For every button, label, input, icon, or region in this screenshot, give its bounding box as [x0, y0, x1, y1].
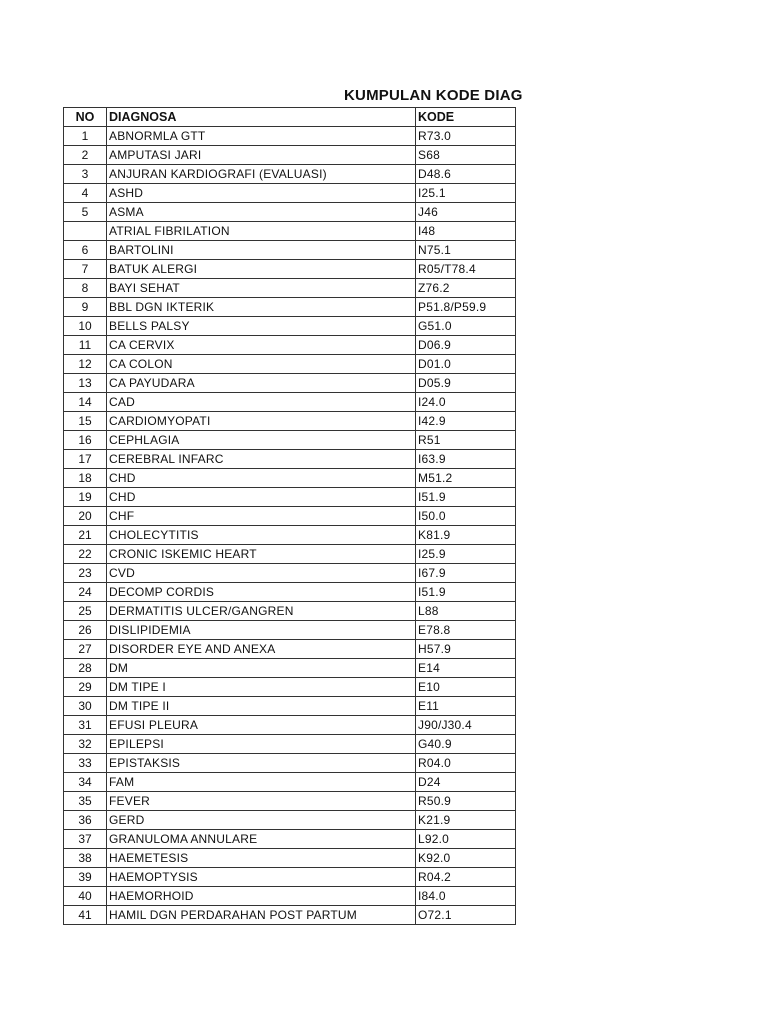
- table-row: [64, 659, 516, 678]
- cell-diagnosa: CARDIOMYOPATI: [107, 412, 416, 431]
- cell-no: 23: [64, 564, 107, 583]
- cell-diagnosa: DM TIPE I: [107, 678, 416, 697]
- table-row: [64, 279, 516, 298]
- cell-kode: E10: [416, 678, 516, 697]
- cell-kode: R73.0: [416, 127, 516, 146]
- cell-kode: I51.9: [416, 583, 516, 602]
- cell-kode: P51.8/P59.9: [416, 298, 516, 317]
- diagnosis-code-table: [63, 107, 516, 925]
- table-row: [64, 849, 516, 868]
- table-row: [64, 773, 516, 792]
- cell-kode: E11: [416, 697, 516, 716]
- cell-kode: E78.8: [416, 621, 516, 640]
- cell-no: 36: [64, 811, 107, 830]
- table-row: [64, 564, 516, 583]
- cell-no: 1: [64, 127, 107, 146]
- cell-no: 17: [64, 450, 107, 469]
- cell-no: 34: [64, 773, 107, 792]
- cell-kode: R05/T78.4: [416, 260, 516, 279]
- table-row: [64, 184, 516, 203]
- column-header-kode: KODE: [416, 108, 516, 127]
- cell-diagnosa: CA CERVIX: [107, 336, 416, 355]
- cell-kode: D48.6: [416, 165, 516, 184]
- table-row: [64, 317, 516, 336]
- cell-diagnosa: CHF: [107, 507, 416, 526]
- table-row: [64, 488, 516, 507]
- cell-diagnosa: ABNORMLA GTT: [107, 127, 416, 146]
- cell-no: 35: [64, 792, 107, 811]
- cell-kode: D01.0: [416, 355, 516, 374]
- table-row: [64, 431, 516, 450]
- table-row: [64, 887, 516, 906]
- cell-kode: I48: [416, 222, 516, 241]
- cell-kode: I50.0: [416, 507, 516, 526]
- cell-diagnosa: AMPUTASI JARI: [107, 146, 416, 165]
- cell-kode: K81.9: [416, 526, 516, 545]
- cell-kode: D24: [416, 773, 516, 792]
- cell-diagnosa: HAEMOPTYSIS: [107, 868, 416, 887]
- table-row: [64, 678, 516, 697]
- cell-no: 31: [64, 716, 107, 735]
- cell-no: 38: [64, 849, 107, 868]
- cell-kode: L92.0: [416, 830, 516, 849]
- cell-kode: G40.9: [416, 735, 516, 754]
- table-row: [64, 792, 516, 811]
- cell-diagnosa: DM TIPE II: [107, 697, 416, 716]
- cell-kode: R04.0: [416, 754, 516, 773]
- cell-kode: R51: [416, 431, 516, 450]
- column-header-no: NO: [64, 108, 107, 127]
- cell-no: 13: [64, 374, 107, 393]
- cell-kode: L88: [416, 602, 516, 621]
- cell-kode: I25.9: [416, 545, 516, 564]
- cell-no: 33: [64, 754, 107, 773]
- cell-diagnosa: CAD: [107, 393, 416, 412]
- cell-no: 7: [64, 260, 107, 279]
- cell-kode: K21.9: [416, 811, 516, 830]
- cell-diagnosa: EFUSI PLEURA: [107, 716, 416, 735]
- cell-kode: S68: [416, 146, 516, 165]
- table-row: [64, 165, 516, 184]
- cell-diagnosa: DISORDER EYE AND ANEXA: [107, 640, 416, 659]
- cell-diagnosa: CEPHLAGIA: [107, 431, 416, 450]
- cell-diagnosa: BBL DGN IKTERIK: [107, 298, 416, 317]
- cell-kode: I67.9: [416, 564, 516, 583]
- cell-diagnosa: BELLS PALSY: [107, 317, 416, 336]
- cell-no: 39: [64, 868, 107, 887]
- cell-kode: K92.0: [416, 849, 516, 868]
- cell-kode: I84.0: [416, 887, 516, 906]
- cell-diagnosa: CHOLECYTITIS: [107, 526, 416, 545]
- table-row: [64, 906, 516, 925]
- table-row: [64, 355, 516, 374]
- cell-kode: H57.9: [416, 640, 516, 659]
- cell-no: 21: [64, 526, 107, 545]
- cell-no: 11: [64, 336, 107, 355]
- cell-diagnosa: ASMA: [107, 203, 416, 222]
- table-row: [64, 374, 516, 393]
- cell-diagnosa: HAEMORHOID: [107, 887, 416, 906]
- cell-kode: I51.9: [416, 488, 516, 507]
- table-row: [64, 412, 516, 431]
- cell-kode: I42.9: [416, 412, 516, 431]
- cell-no: 15: [64, 412, 107, 431]
- table-row: [64, 336, 516, 355]
- table-row: [64, 298, 516, 317]
- cell-no: 19: [64, 488, 107, 507]
- cell-no: 26: [64, 621, 107, 640]
- table-row: [64, 507, 516, 526]
- cell-diagnosa: BATUK ALERGI: [107, 260, 416, 279]
- cell-no: 8: [64, 279, 107, 298]
- cell-no: 29: [64, 678, 107, 697]
- cell-kode: I63.9: [416, 450, 516, 469]
- cell-no: [64, 222, 107, 241]
- cell-no: 9: [64, 298, 107, 317]
- table-body: [64, 127, 516, 925]
- cell-no: 30: [64, 697, 107, 716]
- cell-no: 32: [64, 735, 107, 754]
- cell-no: 37: [64, 830, 107, 849]
- cell-no: 3: [64, 165, 107, 184]
- cell-diagnosa: ATRIAL FIBRILATION: [107, 222, 416, 241]
- table-row: [64, 450, 516, 469]
- cell-diagnosa: DISLIPIDEMIA: [107, 621, 416, 640]
- cell-kode: I24.0: [416, 393, 516, 412]
- cell-diagnosa: GERD: [107, 811, 416, 830]
- cell-no: 24: [64, 583, 107, 602]
- cell-diagnosa: EPILEPSI: [107, 735, 416, 754]
- cell-no: 25: [64, 602, 107, 621]
- cell-no: 22: [64, 545, 107, 564]
- cell-kode: I25.1: [416, 184, 516, 203]
- cell-diagnosa: BAYI SEHAT: [107, 279, 416, 298]
- cell-kode: D05.9: [416, 374, 516, 393]
- table-row: [64, 222, 516, 241]
- table-row: [64, 830, 516, 849]
- cell-no: 4: [64, 184, 107, 203]
- cell-no: 27: [64, 640, 107, 659]
- cell-diagnosa: DECOMP CORDIS: [107, 583, 416, 602]
- cell-diagnosa: HAMIL DGN PERDARAHAN POST PARTUM: [107, 906, 416, 925]
- table-row: [64, 469, 516, 488]
- cell-diagnosa: CEREBRAL INFARC: [107, 450, 416, 469]
- cell-diagnosa: GRANULOMA ANNULARE: [107, 830, 416, 849]
- table-row: [64, 583, 516, 602]
- cell-kode: O72.1: [416, 906, 516, 925]
- cell-no: 28: [64, 659, 107, 678]
- cell-kode: N75.1: [416, 241, 516, 260]
- cell-diagnosa: HAEMETESIS: [107, 849, 416, 868]
- cell-diagnosa: FEVER: [107, 792, 416, 811]
- cell-no: 6: [64, 241, 107, 260]
- table-row: [64, 127, 516, 146]
- cell-kode: D06.9: [416, 336, 516, 355]
- table-row: [64, 393, 516, 412]
- cell-no: 16: [64, 431, 107, 450]
- cell-no: 12: [64, 355, 107, 374]
- table-row: [64, 260, 516, 279]
- table-row: [64, 621, 516, 640]
- cell-diagnosa: CA PAYUDARA: [107, 374, 416, 393]
- cell-no: 14: [64, 393, 107, 412]
- table-row: [64, 203, 516, 222]
- cell-diagnosa: ASHD: [107, 184, 416, 203]
- cell-no: 2: [64, 146, 107, 165]
- cell-kode: J46: [416, 203, 516, 222]
- table-row: [64, 868, 516, 887]
- cell-diagnosa: CRONIC ISKEMIC HEART: [107, 545, 416, 564]
- table-row: [64, 735, 516, 754]
- cell-no: 20: [64, 507, 107, 526]
- cell-kode: G51.0: [416, 317, 516, 336]
- table-row: [64, 545, 516, 564]
- cell-kode: J90/J30.4: [416, 716, 516, 735]
- table-row: [64, 526, 516, 545]
- cell-kode: R04.2: [416, 868, 516, 887]
- table-row: [64, 754, 516, 773]
- cell-diagnosa: EPISTAKSIS: [107, 754, 416, 773]
- cell-diagnosa: DM: [107, 659, 416, 678]
- cell-kode: Z76.2: [416, 279, 516, 298]
- cell-no: 10: [64, 317, 107, 336]
- table-row: [64, 697, 516, 716]
- cell-no: 18: [64, 469, 107, 488]
- cell-diagnosa: DERMATITIS ULCER/GANGREN: [107, 602, 416, 621]
- table-row: [64, 241, 516, 260]
- cell-no: 41: [64, 906, 107, 925]
- table-row: [64, 716, 516, 735]
- cell-diagnosa: CHD: [107, 469, 416, 488]
- cell-diagnosa: BARTOLINI: [107, 241, 416, 260]
- cell-kode: E14: [416, 659, 516, 678]
- table-row: [64, 811, 516, 830]
- table-row: [64, 640, 516, 659]
- cell-kode: M51.2: [416, 469, 516, 488]
- cell-kode: R50.9: [416, 792, 516, 811]
- table-row: [64, 146, 516, 165]
- page-title: KUMPULAN KODE DIAG: [344, 87, 523, 104]
- cell-diagnosa: ANJURAN KARDIOGRAFI (EVALUASI): [107, 165, 416, 184]
- cell-diagnosa: FAM: [107, 773, 416, 792]
- column-header-diagnosa: DIAGNOSA: [107, 108, 416, 127]
- cell-no: 5: [64, 203, 107, 222]
- cell-diagnosa: CA COLON: [107, 355, 416, 374]
- cell-diagnosa: CHD: [107, 488, 416, 507]
- table-header-row: [64, 108, 516, 127]
- cell-diagnosa: CVD: [107, 564, 416, 583]
- table-row: [64, 602, 516, 621]
- cell-no: 40: [64, 887, 107, 906]
